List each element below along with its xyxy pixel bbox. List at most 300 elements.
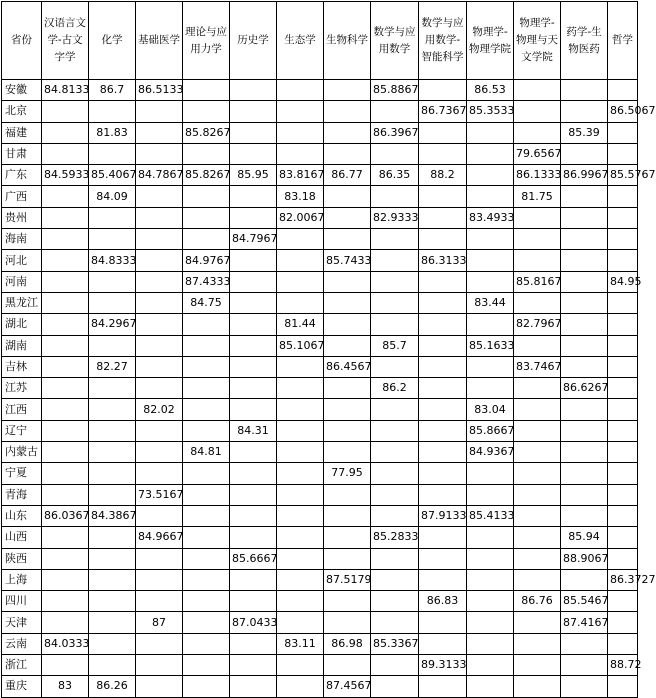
province-cell: 青海 (2, 484, 42, 505)
score-cell (324, 80, 371, 101)
score-cell (419, 676, 467, 697)
score-cell (371, 292, 419, 313)
score-cell (419, 399, 467, 420)
score-cell (324, 122, 371, 143)
score-cell (608, 335, 638, 356)
score-cell (183, 186, 230, 207)
score-cell: 86.98 (324, 633, 371, 654)
score-cell (230, 271, 277, 292)
score-cell (230, 101, 277, 122)
score-cell (467, 612, 514, 633)
score-cell (419, 143, 467, 164)
score-cell: 84.9667 (136, 527, 183, 548)
score-cell (136, 591, 183, 612)
score-cell (230, 143, 277, 164)
table-row (2, 378, 638, 399)
score-cell (608, 314, 638, 335)
score-cell: 86.3967 (371, 122, 419, 143)
table-row (2, 250, 638, 271)
score-cell (183, 80, 230, 101)
score-cell (324, 271, 371, 292)
score-cell (89, 207, 136, 228)
score-cell: 84.31 (230, 420, 277, 441)
score-cell (514, 484, 561, 505)
score-cell: 86.26 (89, 676, 136, 697)
score-cell (42, 463, 89, 484)
score-cell (467, 165, 514, 186)
score-cell: 85.4067 (89, 165, 136, 186)
score-cell (514, 80, 561, 101)
score-cell (561, 463, 608, 484)
score-cell (277, 505, 324, 526)
score-cell (371, 442, 419, 463)
score-cell (514, 442, 561, 463)
score-cell (608, 250, 638, 271)
score-cell (467, 548, 514, 569)
score-cell: 85.3367 (371, 633, 419, 654)
score-cell (371, 548, 419, 569)
score-cell (514, 548, 561, 569)
score-cell (277, 484, 324, 505)
score-cell (561, 655, 608, 676)
province-cell: 北京 (2, 101, 42, 122)
score-cell (371, 612, 419, 633)
column-header: 数学与应用数学-智能科学 (419, 2, 467, 80)
table-row (2, 143, 638, 164)
score-cell (277, 356, 324, 377)
score-cell (277, 548, 324, 569)
score-cell (136, 335, 183, 356)
score-cell: 86.5067 (608, 101, 638, 122)
score-cell (608, 186, 638, 207)
score-cell (136, 548, 183, 569)
score-cell (561, 101, 608, 122)
score-cell (277, 591, 324, 612)
score-cell (42, 207, 89, 228)
score-cell: 85.5467 (561, 591, 608, 612)
score-cell (183, 356, 230, 377)
score-cell (89, 442, 136, 463)
column-header: 生物科学 (324, 2, 371, 80)
score-cell (89, 633, 136, 654)
score-cell (419, 612, 467, 633)
score-cell (277, 292, 324, 313)
score-cell (371, 655, 419, 676)
table-row (2, 548, 638, 569)
score-cell (89, 292, 136, 313)
score-cell: 84.75 (183, 292, 230, 313)
score-cell: 85.4133 (467, 505, 514, 526)
score-cell (324, 292, 371, 313)
score-cell (324, 442, 371, 463)
score-cell (608, 505, 638, 526)
score-cell (467, 143, 514, 164)
table-row (2, 676, 638, 697)
score-cell (230, 569, 277, 590)
score-cell (136, 378, 183, 399)
score-cell: 88.2 (419, 165, 467, 186)
header-row (2, 2, 638, 80)
score-cell (561, 420, 608, 441)
score-cell (277, 399, 324, 420)
score-cell (136, 271, 183, 292)
score-cell: 85.7 (371, 335, 419, 356)
province-cell: 内蒙古 (2, 442, 42, 463)
score-cell (136, 250, 183, 271)
score-cell (136, 676, 183, 697)
score-cell: 81.75 (514, 186, 561, 207)
score-cell (42, 122, 89, 143)
score-cell: 84.9767 (183, 250, 230, 271)
score-cell (514, 399, 561, 420)
score-cell (324, 143, 371, 164)
score-cell (514, 229, 561, 250)
score-cell (561, 80, 608, 101)
score-cell (371, 250, 419, 271)
score-cell: 86.35 (371, 165, 419, 186)
score-cell (561, 229, 608, 250)
score-cell (230, 122, 277, 143)
score-cell (230, 505, 277, 526)
score-cell: 83.18 (277, 186, 324, 207)
score-cell (467, 229, 514, 250)
score-cell (183, 314, 230, 335)
score-cell (419, 569, 467, 590)
score-cell (514, 420, 561, 441)
score-cell: 87.5179 (324, 569, 371, 590)
score-cell (136, 655, 183, 676)
score-cell: 89.3133 (419, 655, 467, 676)
province-cell: 山西 (2, 527, 42, 548)
province-cell: 陕西 (2, 548, 42, 569)
score-cell (230, 399, 277, 420)
table-row (2, 399, 638, 420)
score-cell (183, 420, 230, 441)
score-cell (467, 250, 514, 271)
score-cell (183, 229, 230, 250)
score-cell: 82.7967 (514, 314, 561, 335)
score-cell (608, 591, 638, 612)
score-cell (371, 569, 419, 590)
score-cell (467, 122, 514, 143)
score-cell (136, 356, 183, 377)
score-cell (419, 527, 467, 548)
score-cell: 86.2 (371, 378, 419, 399)
score-cell (230, 356, 277, 377)
score-cell (89, 271, 136, 292)
score-cell: 86.7 (89, 80, 136, 101)
score-cell (467, 569, 514, 590)
province-cell: 吉林 (2, 356, 42, 377)
score-cell (136, 569, 183, 590)
score-cell (514, 505, 561, 526)
score-cell (608, 292, 638, 313)
score-cell (467, 655, 514, 676)
score-cell (89, 612, 136, 633)
score-cell: 87.4567 (324, 676, 371, 697)
table-row (2, 612, 638, 633)
score-cell: 83.11 (277, 633, 324, 654)
province-cell: 河北 (2, 250, 42, 271)
score-cell (183, 143, 230, 164)
score-cell: 85.8267 (183, 165, 230, 186)
score-cell: 83.44 (467, 292, 514, 313)
score-cell (136, 143, 183, 164)
score-cell (136, 101, 183, 122)
score-cell (89, 101, 136, 122)
score-cell (42, 292, 89, 313)
score-cell (467, 484, 514, 505)
score-cell: 84.2967 (89, 314, 136, 335)
province-cell: 福建 (2, 122, 42, 143)
score-cell (467, 591, 514, 612)
score-cell (514, 676, 561, 697)
table-row (2, 527, 638, 548)
table-row (2, 186, 638, 207)
score-cell (514, 633, 561, 654)
table-row (2, 207, 638, 228)
score-cell (89, 569, 136, 590)
score-cell (183, 591, 230, 612)
score-cell (514, 335, 561, 356)
score-cell (514, 292, 561, 313)
score-cell (230, 442, 277, 463)
score-cell (277, 569, 324, 590)
score-cell: 86.53 (467, 80, 514, 101)
score-cell (183, 527, 230, 548)
score-cell: 85.3533 (467, 101, 514, 122)
score-cell (42, 612, 89, 633)
score-cell (183, 399, 230, 420)
score-cell (42, 378, 89, 399)
score-cell (608, 442, 638, 463)
score-cell (230, 314, 277, 335)
score-cell (608, 229, 638, 250)
score-cell (230, 591, 277, 612)
score-cell (561, 569, 608, 590)
score-cell (324, 612, 371, 633)
score-cell (42, 101, 89, 122)
score-cell (277, 676, 324, 697)
score-cell: 81.44 (277, 314, 324, 335)
score-cell: 84.8333 (89, 250, 136, 271)
score-cell: 82.02 (136, 399, 183, 420)
score-cell (467, 356, 514, 377)
score-cell: 83 (42, 676, 89, 697)
province-cell: 贵州 (2, 207, 42, 228)
score-cell (561, 314, 608, 335)
score-cell (89, 655, 136, 676)
score-cell (42, 442, 89, 463)
score-cell: 79.6567 (514, 143, 561, 164)
score-cell: 84.95 (608, 271, 638, 292)
score-cell (608, 676, 638, 697)
score-cell (277, 612, 324, 633)
score-cell: 86.5133 (136, 80, 183, 101)
column-header: 基础医学 (136, 2, 183, 80)
score-cell (136, 442, 183, 463)
score-cell (608, 356, 638, 377)
table-row (2, 229, 638, 250)
score-cell (514, 250, 561, 271)
score-cell (183, 378, 230, 399)
table-row (2, 591, 638, 612)
score-cell (324, 207, 371, 228)
score-cell: 88.72 (608, 655, 638, 676)
score-cell: 85.39 (561, 122, 608, 143)
column-header: 药学-生物医药 (561, 2, 608, 80)
column-header: 哲学 (608, 2, 638, 80)
score-cell (561, 335, 608, 356)
province-cell: 辽宁 (2, 420, 42, 441)
score-cell (514, 527, 561, 548)
score-cell (277, 463, 324, 484)
score-cell (608, 207, 638, 228)
score-cell (136, 122, 183, 143)
score-cell: 86.3133 (419, 250, 467, 271)
score-cell: 82.0067 (277, 207, 324, 228)
table-row (2, 101, 638, 122)
score-cell: 84.3867 (89, 505, 136, 526)
score-cell (183, 484, 230, 505)
score-cell: 84.7867 (136, 165, 183, 186)
score-cell (561, 186, 608, 207)
column-header: 物理学-物理学院 (467, 2, 514, 80)
score-cell (183, 569, 230, 590)
score-cell (371, 591, 419, 612)
score-cell: 84.5933 (42, 165, 89, 186)
score-cell: 85.8667 (467, 420, 514, 441)
province-cell: 浙江 (2, 655, 42, 676)
score-cell (561, 356, 608, 377)
province-cell: 云南 (2, 633, 42, 654)
table-row (2, 271, 638, 292)
column-header: 理论与应用力学 (183, 2, 230, 80)
score-cell: 86.0367 (42, 505, 89, 526)
score-cell (514, 378, 561, 399)
table-row (2, 80, 638, 101)
score-cell: 87.9133 (419, 505, 467, 526)
score-cell (277, 143, 324, 164)
score-cell (324, 399, 371, 420)
score-cell (561, 271, 608, 292)
score-cell (561, 633, 608, 654)
score-cell (561, 484, 608, 505)
score-cell (371, 143, 419, 164)
score-cell: 86.76 (514, 591, 561, 612)
score-cell (136, 314, 183, 335)
score-cell (230, 633, 277, 654)
score-cell: 84.81 (183, 442, 230, 463)
score-cell (230, 80, 277, 101)
score-cell (136, 229, 183, 250)
score-cell (89, 335, 136, 356)
score-cell (136, 505, 183, 526)
column-header: 生态学 (277, 2, 324, 80)
score-cell: 86.83 (419, 591, 467, 612)
province-cell: 江苏 (2, 378, 42, 399)
score-cell (89, 527, 136, 548)
province-cell: 江西 (2, 399, 42, 420)
score-cell (42, 250, 89, 271)
score-cell (277, 250, 324, 271)
score-cell (230, 250, 277, 271)
score-cell: 87.4167 (561, 612, 608, 633)
province-cell: 甘肃 (2, 143, 42, 164)
score-cell: 86.7367 (419, 101, 467, 122)
province-cell: 四川 (2, 591, 42, 612)
score-cell: 84.8133 (42, 80, 89, 101)
score-cell (371, 271, 419, 292)
score-cell (371, 186, 419, 207)
score-cell (136, 292, 183, 313)
score-cell: 84.9367 (467, 442, 514, 463)
table-row (2, 484, 638, 505)
score-cell (561, 292, 608, 313)
table-row (2, 314, 638, 335)
score-cell (419, 292, 467, 313)
score-cell: 85.7433 (324, 250, 371, 271)
score-cell (467, 186, 514, 207)
score-cell (419, 271, 467, 292)
score-cell (183, 612, 230, 633)
score-cell (42, 186, 89, 207)
score-cell (42, 399, 89, 420)
score-cell (514, 207, 561, 228)
column-header: 化学 (89, 2, 136, 80)
score-cell (277, 122, 324, 143)
score-cell (371, 229, 419, 250)
score-cell (514, 612, 561, 633)
table-row (2, 655, 638, 676)
score-cell (230, 292, 277, 313)
score-cell: 73.5167 (136, 484, 183, 505)
score-table-page (0, 1, 656, 693)
score-cell (324, 186, 371, 207)
score-cell (324, 655, 371, 676)
score-cell (608, 463, 638, 484)
score-cell (42, 420, 89, 441)
table-row (2, 420, 638, 441)
score-cell: 85.95 (230, 165, 277, 186)
score-cell (608, 122, 638, 143)
score-cell (419, 548, 467, 569)
score-cell: 87.4333 (183, 271, 230, 292)
score-cell (183, 505, 230, 526)
score-cell (136, 186, 183, 207)
score-cell (42, 569, 89, 590)
province-cell: 广东 (2, 165, 42, 186)
province-cell: 安徽 (2, 80, 42, 101)
score-cell: 88.9067 (561, 548, 608, 569)
score-cell (89, 591, 136, 612)
score-cell: 84.0333 (42, 633, 89, 654)
province-cell: 湖北 (2, 314, 42, 335)
score-cell (419, 356, 467, 377)
score-cell (419, 442, 467, 463)
score-cell (608, 633, 638, 654)
score-cell: 82.27 (89, 356, 136, 377)
score-cell (419, 335, 467, 356)
score-cell: 85.8167 (514, 271, 561, 292)
score-cell: 85.8867 (371, 80, 419, 101)
score-cell (608, 378, 638, 399)
score-cell (467, 378, 514, 399)
table-row (2, 335, 638, 356)
score-cell (230, 335, 277, 356)
table-body (2, 80, 656, 698)
score-cell (230, 527, 277, 548)
